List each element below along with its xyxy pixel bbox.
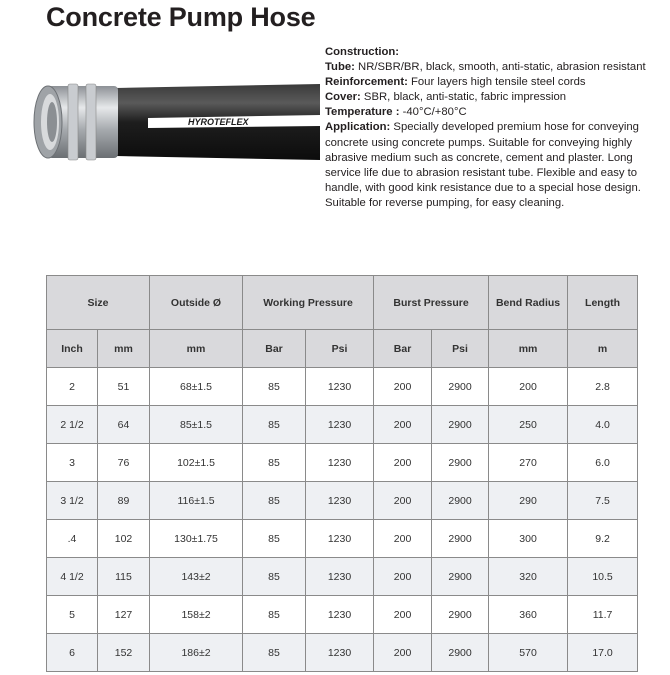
table-cell: .4 [47,520,98,558]
unit-header: mm [150,330,243,368]
table-cell: 200 [374,634,432,672]
table-cell: 200 [374,444,432,482]
table-cell: 143±2 [150,558,243,596]
cover-value: SBR, black, anti-static, fabric impression [360,91,567,104]
table-cell: 4.0 [568,406,638,444]
table-cell: 85 [243,482,306,520]
table-cell: 570 [489,634,568,672]
temperature-label: Temperature : [325,106,400,119]
table-cell: 320 [489,558,568,596]
table-row [47,634,638,672]
unit-header: Bar [243,330,306,368]
table-cell: 2900 [432,520,489,558]
table-cell: 1230 [306,558,374,596]
table-cell: 10.5 [568,558,638,596]
table-cell: 85 [243,596,306,634]
header-bend-radius: Bend Radius [489,276,568,330]
table-cell: 200 [489,368,568,406]
table-cell: 85±1.5 [150,406,243,444]
table-cell: 200 [374,520,432,558]
table-cell: 1230 [306,406,374,444]
table-cell: 250 [489,406,568,444]
application-label: Application: [325,121,391,134]
table-cell: 2900 [432,558,489,596]
table-cell: 1230 [306,634,374,672]
table-cell: 360 [489,596,568,634]
table-row [47,368,638,406]
table-cell: 1230 [306,520,374,558]
table-cell: 64 [98,406,150,444]
table-cell: 85 [243,406,306,444]
table-cell: 2.8 [568,368,638,406]
unit-header: Psi [432,330,489,368]
table-cell: 2 [47,368,98,406]
table-group-header-row [47,276,638,330]
unit-header: m [568,330,638,368]
header-burst-pressure: Burst Pressure [374,276,489,330]
table-cell: 1230 [306,596,374,634]
table-cell: 102±1.5 [150,444,243,482]
unit-header: Bar [374,330,432,368]
table-cell: 130±1.75 [150,520,243,558]
table-cell: 200 [374,368,432,406]
table-cell: 2900 [432,368,489,406]
table-cell: 51 [98,368,150,406]
table-body [47,368,638,672]
unit-header: Psi [306,330,374,368]
table-cell: 17.0 [568,634,638,672]
table-cell: 115 [98,558,150,596]
table-cell: 2900 [432,596,489,634]
table-cell: 6.0 [568,444,638,482]
table-cell: 6 [47,634,98,672]
table-cell: 102 [98,520,150,558]
table-unit-header-row [47,330,638,368]
table-cell: 85 [243,520,306,558]
table-cell: 270 [489,444,568,482]
table-row [47,558,638,596]
reinforcement-label: Reinforcement: [325,76,408,89]
table-cell: 1230 [306,482,374,520]
table-cell: 85 [243,368,306,406]
table-cell: 2900 [432,482,489,520]
unit-header: mm [98,330,150,368]
table-cell: 7.5 [568,482,638,520]
table-cell: 4 1/2 [47,558,98,596]
spec-table [46,275,638,672]
table-cell: 76 [98,444,150,482]
reinforcement-value: Four layers high tensile steel cords [407,76,586,89]
table-cell: 2900 [432,444,489,482]
table-cell: 85 [243,444,306,482]
hose-image [28,82,320,162]
table-cell: 200 [374,406,432,444]
tube-value: NR/SBR/BR, black, smooth, anti-static, abrasion resistant [354,61,646,74]
table-cell: 200 [374,596,432,634]
construction-label: Construction: [325,46,400,58]
temperature-value: -40°C/+80°C [399,106,467,119]
header-length: Length [568,276,638,330]
table-cell: 2900 [432,406,489,444]
header-outside: Outside Ø [150,276,243,330]
unit-header: Inch [47,330,98,368]
table-cell: 85 [243,558,306,596]
table-cell: 300 [489,520,568,558]
page-title: Concrete Pump Hose [46,2,316,32]
table-cell: 3 [47,444,98,482]
table-cell: 158±2 [150,596,243,634]
table-row [47,406,638,444]
tube-label: Tube: [325,61,355,74]
table-row [47,520,638,558]
table-cell: 85 [243,634,306,672]
cover-label: Cover: [325,91,361,104]
spec-section [325,45,650,211]
table-cell: 152 [98,634,150,672]
table-cell: 68±1.5 [150,368,243,406]
hose-brand-label: HYROTEFLEX [188,117,249,127]
table-cell: 186±2 [150,634,243,672]
table-cell: 9.2 [568,520,638,558]
table-cell: 200 [374,558,432,596]
table-cell: 3 1/2 [47,482,98,520]
unit-header: mm [489,330,568,368]
table-cell: 11.7 [568,596,638,634]
table-cell: 5 [47,596,98,634]
table-cell: 89 [98,482,150,520]
table-cell: 2 1/2 [47,406,98,444]
table-cell: 1230 [306,444,374,482]
table-cell: 116±1.5 [150,482,243,520]
table-cell: 290 [489,482,568,520]
table-cell: 2900 [432,634,489,672]
table-row [47,482,638,520]
table-cell: 200 [374,482,432,520]
application-value: Specially developed premium hose for conveying concrete using concrete pumps. Suitable for conveying highly abrasive medium such as concrete, cement and plaster. Long service life due to abrasion resistant tube. Flexible and easy to handle, with good kink resistance due to a special hose design. Suitable for reverse pumping, for easy cleaning. [325,121,641,209]
header-size: Size [47,276,150,330]
table-cell: 127 [98,596,150,634]
table-row [47,596,638,634]
header-working-pressure: Working Pressure [243,276,374,330]
table-row [47,444,638,482]
table-cell: 1230 [306,368,374,406]
